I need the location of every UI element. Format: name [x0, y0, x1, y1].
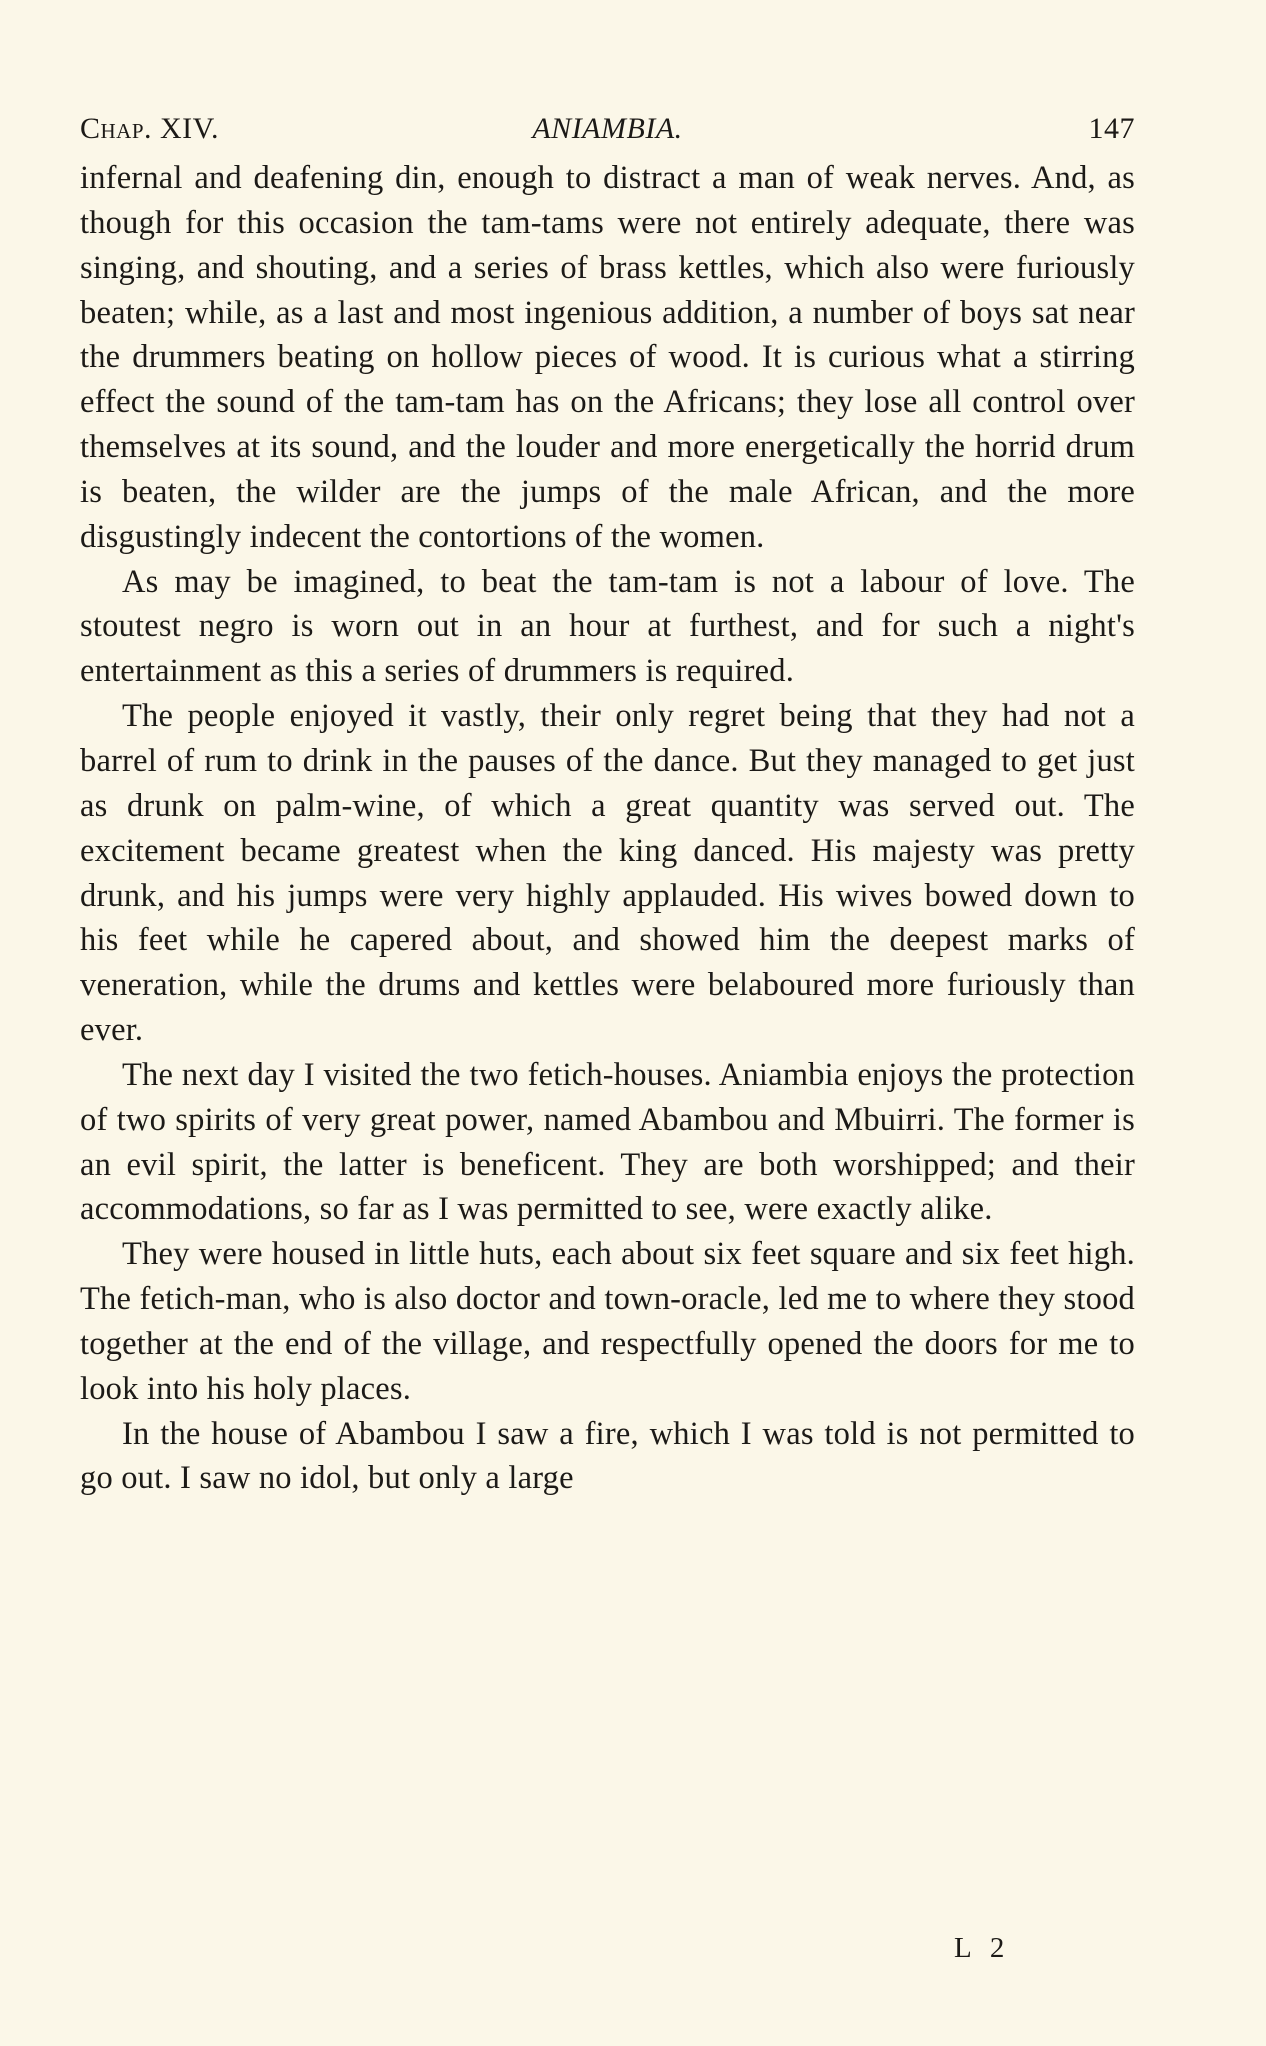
book-page: [80, 104, 1135, 1501]
paragraph: In the house of Abambou I saw a fire, which I was told is not permitted to go out. I saw no idol, but only a large: [80, 1415, 1135, 1497]
paragraph: The next day I visited the two fetich-houses. Aniambia enjoys the protection of two spirits of very great power, named Abambou and Mbuirri. The former is an evil spirit, the latter is beneficent. They are both worshipped; and their accommodations, so far as I was permitted to see, were exactly alike.: [80, 1056, 1135, 1228]
running-title: ANIAMBIA.: [532, 112, 683, 145]
running-head: [80, 104, 1135, 156]
page-number: 147: [1088, 112, 1135, 145]
paragraph: They were housed in little huts, each about six feet square and six feet high. The fetich-man, who is also doctor and town-oracle, led me to where they stood together at the end of the village, and respectfully opened the doors for me to look into his holy places.: [80, 1236, 1135, 1407]
paragraph: The people enjoyed it vastly, their only regret being that they had not a barrel of rum to drink in the pauses of the dance. But they managed to get just as drunk on palm-wine, of which a great quantity was served out. The excitement became greatest when the king danced. His majesty was pretty drunk, and his jumps were very highly applauded. His wives bowed down to his feet while he capered about, and showed him the deepest marks of veneration, while the drums and kettles were belaboured more furiously than ever.: [80, 698, 1135, 1049]
body-text: [80, 156, 1135, 1501]
chapter-label: Chap. XIV.: [80, 112, 219, 145]
signature-mark: L 2: [954, 1932, 1011, 1964]
paragraph: As may be imagined, to beat the tam-tam is not a labour of love. The stoutest negro is worn out in an hour at furthest, and for such a night's entertainment as this a series of drummers is required.: [80, 563, 1135, 690]
paragraph-continued: infernal and deafening din, enough to distract a man of weak nerves. And, as though for this occasion the tam-tams were not entirely adequate, there was singing, and shouting, and a series of brass kettles, which also were furiously beaten; while, as a last and most ingenious addition, a number of boys sat near the drummers beating on hollow pieces of wood. It is curious what a stirring effect the sound of the tam-tam has on the Africans; they lose all control over themselves at its sound, and the louder and more energetically the horrid drum is beaten, the wilder are the jumps of the male African, and the more disgustingly indecent the contortions of the women.: [80, 160, 1135, 555]
